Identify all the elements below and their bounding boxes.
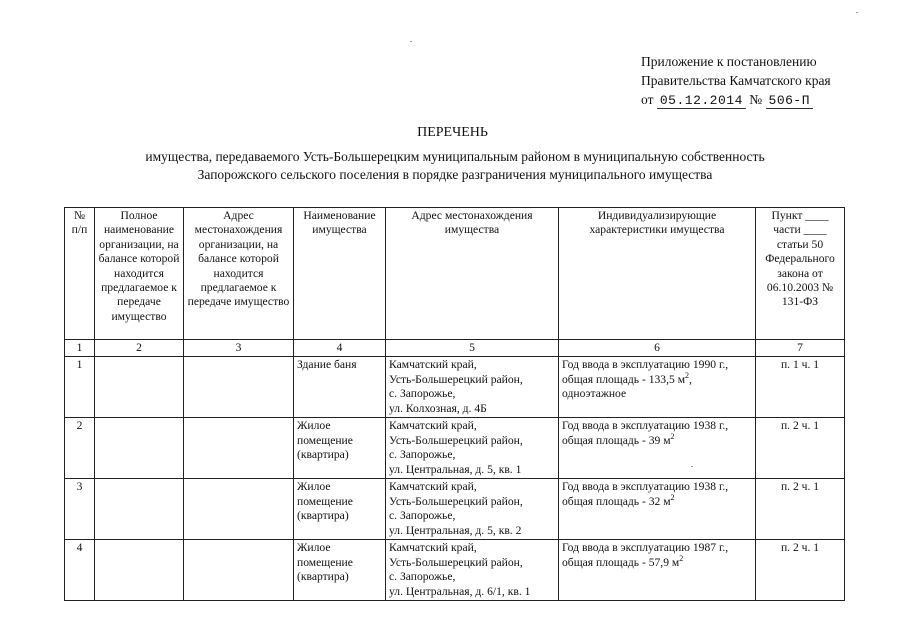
- scan-speck: [856, 12, 858, 13]
- address-line: Усть-Большерецкий район,: [389, 494, 523, 508]
- org-cell: [95, 540, 184, 601]
- property-characteristics: [559, 479, 756, 540]
- org-cell: [95, 418, 184, 479]
- subtitle-line-2: Запорожского сельского поселения в порядке разграничения муниципального имущества: [197, 167, 713, 182]
- area-text: общая площадь - 133,5 м: [562, 372, 686, 386]
- address-line: Камчатский край,: [389, 358, 477, 372]
- resolution-date: 05.12.2014: [657, 93, 746, 109]
- table-row: [65, 357, 845, 418]
- header-cell: Наименование имущества: [294, 208, 386, 340]
- address-line: Усть-Большерецкий район,: [389, 433, 523, 447]
- address-line: Камчатский край,: [389, 419, 477, 433]
- scan-speck: [691, 466, 693, 467]
- header-cell: Адрес местонахождения имущества: [386, 208, 559, 340]
- char-line: Год ввода в эксплуатацию 1938 г.,: [562, 419, 729, 433]
- column-number: 5: [386, 340, 559, 357]
- column-number-row: [65, 340, 845, 357]
- column-number: 6: [559, 340, 756, 357]
- document-title: ПЕРЕЧЕНЬ: [417, 125, 488, 140]
- char-line: общая площадь - 39 $м^2$: [562, 431, 675, 447]
- row-number: 4: [65, 540, 95, 601]
- address-line: Камчатский край,: [389, 541, 477, 555]
- subtitle-line-1: имущества, передаваемого Усть-Большерецким муниципальным районом в муниципальную собственность: [145, 149, 765, 164]
- org-cell: [95, 357, 184, 418]
- property-name: Жилое помещение (квартира): [294, 418, 386, 479]
- area-text: общая площадь - 32 м: [562, 494, 671, 508]
- table-header-row: [65, 208, 845, 340]
- law-clause: п. 2 ч. 1: [756, 479, 845, 540]
- table-row: [65, 418, 845, 479]
- address-line: ул. Центральная, д. 5, кв. 1: [389, 462, 522, 476]
- char-line: Год ввода в эксплуатацию 1938 г.,: [562, 480, 729, 494]
- char-line: общая площадь - 57,9 $м^2$: [562, 553, 684, 569]
- char-line: Год ввода в эксплуатацию 1987 г.,: [562, 541, 729, 555]
- column-number: 2: [95, 340, 184, 357]
- org-cell: [95, 479, 184, 540]
- property-address: [386, 479, 559, 540]
- resolution-number: 506-П: [766, 93, 814, 109]
- address-line: Камчатский край,: [389, 480, 477, 494]
- property-address: [386, 540, 559, 601]
- address-line: Усть-Большерецкий район,: [389, 555, 523, 569]
- law-clause: п. 2 ч. 1: [756, 540, 845, 601]
- address-line: ул. Колхозная, д. 4Б: [389, 401, 487, 415]
- column-number: 4: [294, 340, 386, 357]
- area-text: общая площадь - 57,9 м: [562, 555, 680, 569]
- law-clause: п. 1 ч. 1: [756, 357, 845, 418]
- property-name: Жилое помещение (квартира): [294, 479, 386, 540]
- header-cell: Пункт ____ части ____ статьи 50 Федерального закона от 06.10.2003 № 131-ФЗ: [756, 208, 845, 340]
- char-line: общая площадь - 32 $м^2$: [562, 492, 675, 508]
- column-number: 7: [756, 340, 845, 357]
- property-characteristics: [559, 540, 756, 601]
- column-number: 3: [184, 340, 294, 357]
- address-line: Усть-Большерецкий район,: [389, 372, 523, 386]
- area-text: общая площадь - 39 м: [562, 433, 671, 447]
- org-address-cell: [184, 418, 294, 479]
- address-line: с. Запорожье,: [389, 570, 456, 584]
- appendix-date-line: [641, 90, 831, 110]
- header-cell: Индивидуализирующие характеристики имущества: [559, 208, 756, 340]
- row-number: 1: [65, 357, 95, 418]
- property-address: [386, 357, 559, 418]
- property-address: [386, 418, 559, 479]
- scan-speck: [410, 41, 412, 42]
- address-line: ул. Центральная, д. 5, кв. 2: [389, 523, 522, 537]
- appendix-line-1: Приложение к постановлению: [641, 54, 817, 69]
- org-address-cell: [184, 479, 294, 540]
- char-line: Год ввода в эксплуатацию 1990 г.,: [562, 358, 729, 372]
- document-subtitle: [40, 148, 870, 184]
- table-row: [65, 540, 845, 601]
- char-line: общая площадь - 133,5 $м^2$,: [562, 370, 692, 386]
- law-clause: п. 2 ч. 1: [756, 418, 845, 479]
- from-label: от: [641, 92, 654, 107]
- column-number: 1: [65, 340, 95, 357]
- header-cell: № п/п: [65, 208, 95, 340]
- row-number: 2: [65, 418, 95, 479]
- appendix-line-2: Правительства Камчатского края: [641, 73, 831, 88]
- property-characteristics: [559, 418, 756, 479]
- org-address-cell: [184, 540, 294, 601]
- header-cell: Полное наименование организации, на балансе которой находится предлагаемое к передаче имущество: [95, 208, 184, 340]
- property-characteristics: [559, 357, 756, 418]
- row-number: 3: [65, 479, 95, 540]
- char-line: одноэтажное: [562, 387, 627, 401]
- number-label: №: [749, 92, 763, 107]
- address-line: с. Запорожье,: [389, 509, 456, 523]
- org-address-cell: [184, 357, 294, 418]
- address-line: ул. Центральная, д. 6/1, кв. 1: [389, 584, 531, 598]
- address-line: с. Запорожье,: [389, 387, 456, 401]
- table-row: [65, 479, 845, 540]
- header-cell: Адрес местонахождения организации, на балансе которой находится предлагаемое к передаче имущество: [184, 208, 294, 340]
- property-table: [64, 207, 845, 601]
- appendix-block: [641, 52, 831, 110]
- property-name: Жилое помещение (квартира): [294, 540, 386, 601]
- property-name: Здание баня: [294, 357, 386, 418]
- address-line: с. Запорожье,: [389, 448, 456, 462]
